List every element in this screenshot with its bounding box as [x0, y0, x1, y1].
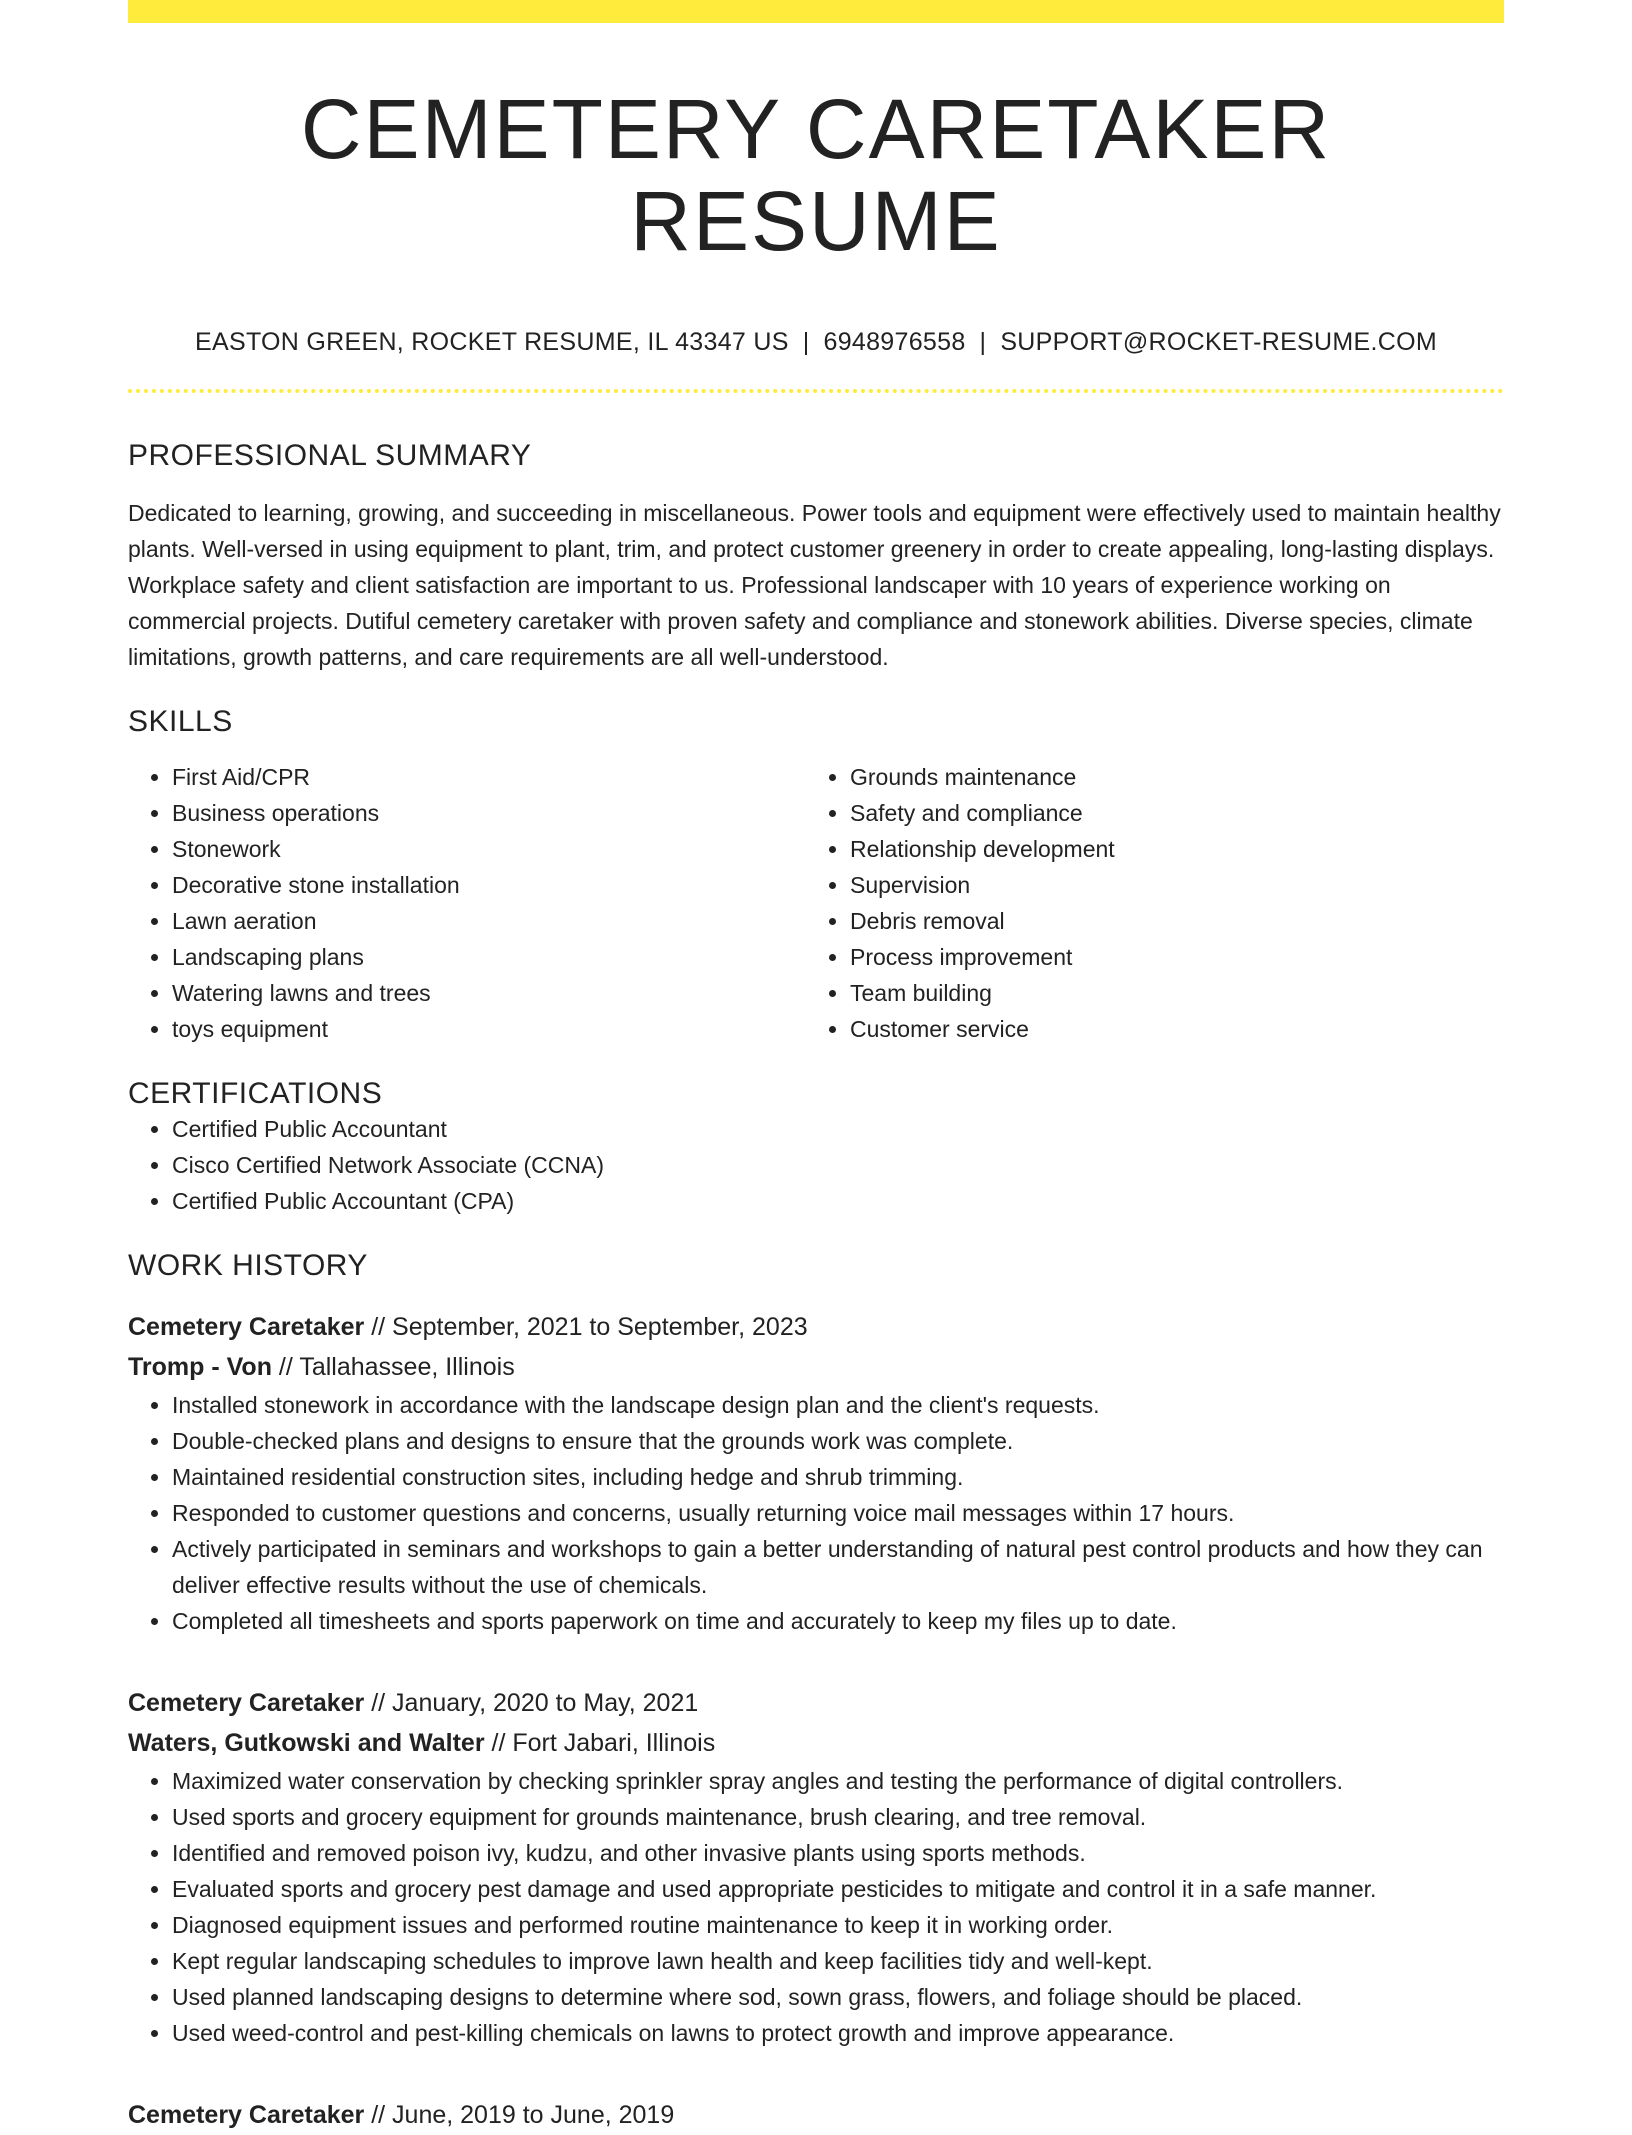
skills-column-right	[806, 759, 1484, 1047]
job-entry	[128, 1307, 1504, 1639]
job-dates: // January, 2020 to May, 2021	[364, 1688, 699, 1717]
job-duty: • Evaluated sports and grocery pest damage and used appropriate pesticides to mitigate and control it in a safe manner.	[172, 1871, 1504, 1907]
job-title: Cemetery Caretaker	[128, 2100, 365, 2129]
resume-page	[128, 0, 1504, 2135]
certifications-section	[128, 1077, 1504, 1219]
certification-item: • Certified Public Accountant	[172, 1111, 1504, 1147]
job-title-line	[128, 2095, 1504, 2135]
skill-item: • Supervision	[850, 867, 1484, 903]
skill-item: • Process improvement	[850, 939, 1484, 975]
summary-text: Dedicated to learning, growing, and succeeding in miscellaneous. Power tools and equipment were effectively used to maintain healthy plants. Well-versed in using equipment to plant, trim, and protect customer greenery in order to create appealing, long-lasting displays. Workplace safety and client satisfaction are important to us. Professional landscaper with 10 years of experience working on commercial projects. Dutiful cemetery caretaker with proven safety and compliance and stonework abilities. Diverse species, climate limitations, growth patterns, and care requirements are all well-understood.	[128, 499, 1501, 670]
skills-column-left	[128, 759, 806, 1047]
skills-section	[128, 705, 1504, 1047]
skill-item: • Landscaping plans	[172, 939, 806, 975]
contact-phone: 6948976558	[823, 327, 966, 356]
job-duty: • Maintained residential construction sites, including hedge and shrub trimming.	[172, 1459, 1504, 1495]
skill-item: • Team building	[850, 975, 1484, 1011]
job-location: // Fort Jabari, Illinois	[484, 1728, 716, 1757]
resume-title: CEMETERY CARETAKER RESUME	[300, 82, 1332, 269]
job-company-line	[128, 1723, 1504, 1763]
job-duty: • Identified and removed poison ivy, kudzu, and other invasive plants using sports methods.	[172, 1835, 1504, 1871]
job-duty: • Installed stonework in accordance with the landscape design plan and the client's requests.	[172, 1387, 1504, 1423]
certification-item: • Cisco Certified Network Associate (CCNA)	[172, 1147, 1504, 1183]
skill-item: • Debris removal	[850, 903, 1484, 939]
skills-list-left	[128, 759, 806, 1047]
skill-item: • Business operations	[172, 795, 806, 831]
certifications-list	[128, 1111, 1504, 1219]
summary-section	[128, 439, 1504, 675]
skills-list-right	[806, 759, 1484, 1047]
skill-item: • Lawn aeration	[172, 903, 806, 939]
contact-email: SUPPORT@ROCKET-RESUME.COM	[1000, 327, 1437, 356]
job-duty: • Kept regular landscaping schedules to improve lawn health and keep facilities tidy and well-kept.	[172, 1943, 1504, 1979]
job-dates: // June, 2019 to June, 2019	[364, 2100, 675, 2129]
job-duty: • Used weed-control and pest-killing chemicals on lawns to protect growth and improve appearance.	[172, 2015, 1504, 2051]
skill-item: • Decorative stone installation	[172, 867, 806, 903]
job-title: Cemetery Caretaker	[128, 1312, 365, 1341]
contact-separator: |	[802, 327, 810, 356]
skill-item: • Safety and compliance	[850, 795, 1484, 831]
job-location: // Tallahassee, Illinois	[271, 1352, 515, 1381]
skill-item: • First Aid/CPR	[172, 759, 806, 795]
job-entry	[128, 1683, 1504, 2051]
skills-heading: SKILLS	[128, 704, 233, 738]
work-history-section	[128, 1249, 1504, 2135]
top-accent-bar	[128, 0, 1504, 23]
header-divider	[128, 389, 1504, 393]
job-company-line	[128, 1347, 1504, 1387]
contact-separator: |	[979, 327, 987, 356]
skill-item: • toys equipment	[172, 1011, 806, 1047]
work-history-heading: WORK HISTORY	[128, 1248, 368, 1282]
job-duty: • Completed all timesheets and sports paperwork on time and accurately to keep my files up to date.	[172, 1603, 1504, 1639]
job-duties-list	[128, 1763, 1504, 2051]
job-entry	[128, 2095, 1504, 2135]
contact-line	[128, 328, 1504, 357]
certifications-heading: CERTIFICATIONS	[128, 1076, 383, 1110]
summary-heading: PROFESSIONAL SUMMARY	[128, 438, 532, 472]
job-duty: • Used planned landscaping designs to determine where sod, sown grass, flowers, and foliage should be placed.	[172, 1979, 1504, 2015]
contact-address: EASTON GREEN, ROCKET RESUME, IL 43347 US	[195, 327, 789, 356]
job-dates: // September, 2021 to September, 2023	[364, 1312, 808, 1341]
job-duty: • Maximized water conservation by checking sprinkler spray angles and testing the performance of digital controllers.	[172, 1763, 1504, 1799]
job-title-line	[128, 1307, 1504, 1347]
job-duties-list	[128, 1387, 1504, 1639]
skill-item: • Watering lawns and trees	[172, 975, 806, 1011]
certification-item: • Certified Public Accountant (CPA)	[172, 1183, 1504, 1219]
job-duty: • Actively participated in seminars and workshops to gain a better understanding of natural pest control products and how they can deliver effective results without the use of chemicals.	[172, 1531, 1504, 1603]
job-duty: • Double-checked plans and designs to ensure that the grounds work was complete.	[172, 1423, 1504, 1459]
skill-item: • Grounds maintenance	[850, 759, 1484, 795]
job-company: Waters, Gutkowski and Walter	[128, 1728, 485, 1757]
job-company: Tromp - Von	[128, 1352, 272, 1381]
job-duty: • Diagnosed equipment issues and performed routine maintenance to keep it in working order.	[172, 1907, 1504, 1943]
skill-item: • Stonework	[172, 831, 806, 867]
job-duty: • Used sports and grocery equipment for grounds maintenance, brush clearing, and tree removal.	[172, 1799, 1504, 1835]
job-title: Cemetery Caretaker	[128, 1688, 365, 1717]
skill-item: • Customer service	[850, 1011, 1484, 1047]
job-duty: • Responded to customer questions and concerns, usually returning voice mail messages within 17 hours.	[172, 1495, 1504, 1531]
skill-item: • Relationship development	[850, 831, 1484, 867]
job-title-line	[128, 1683, 1504, 1723]
skills-grid	[128, 759, 1504, 1047]
